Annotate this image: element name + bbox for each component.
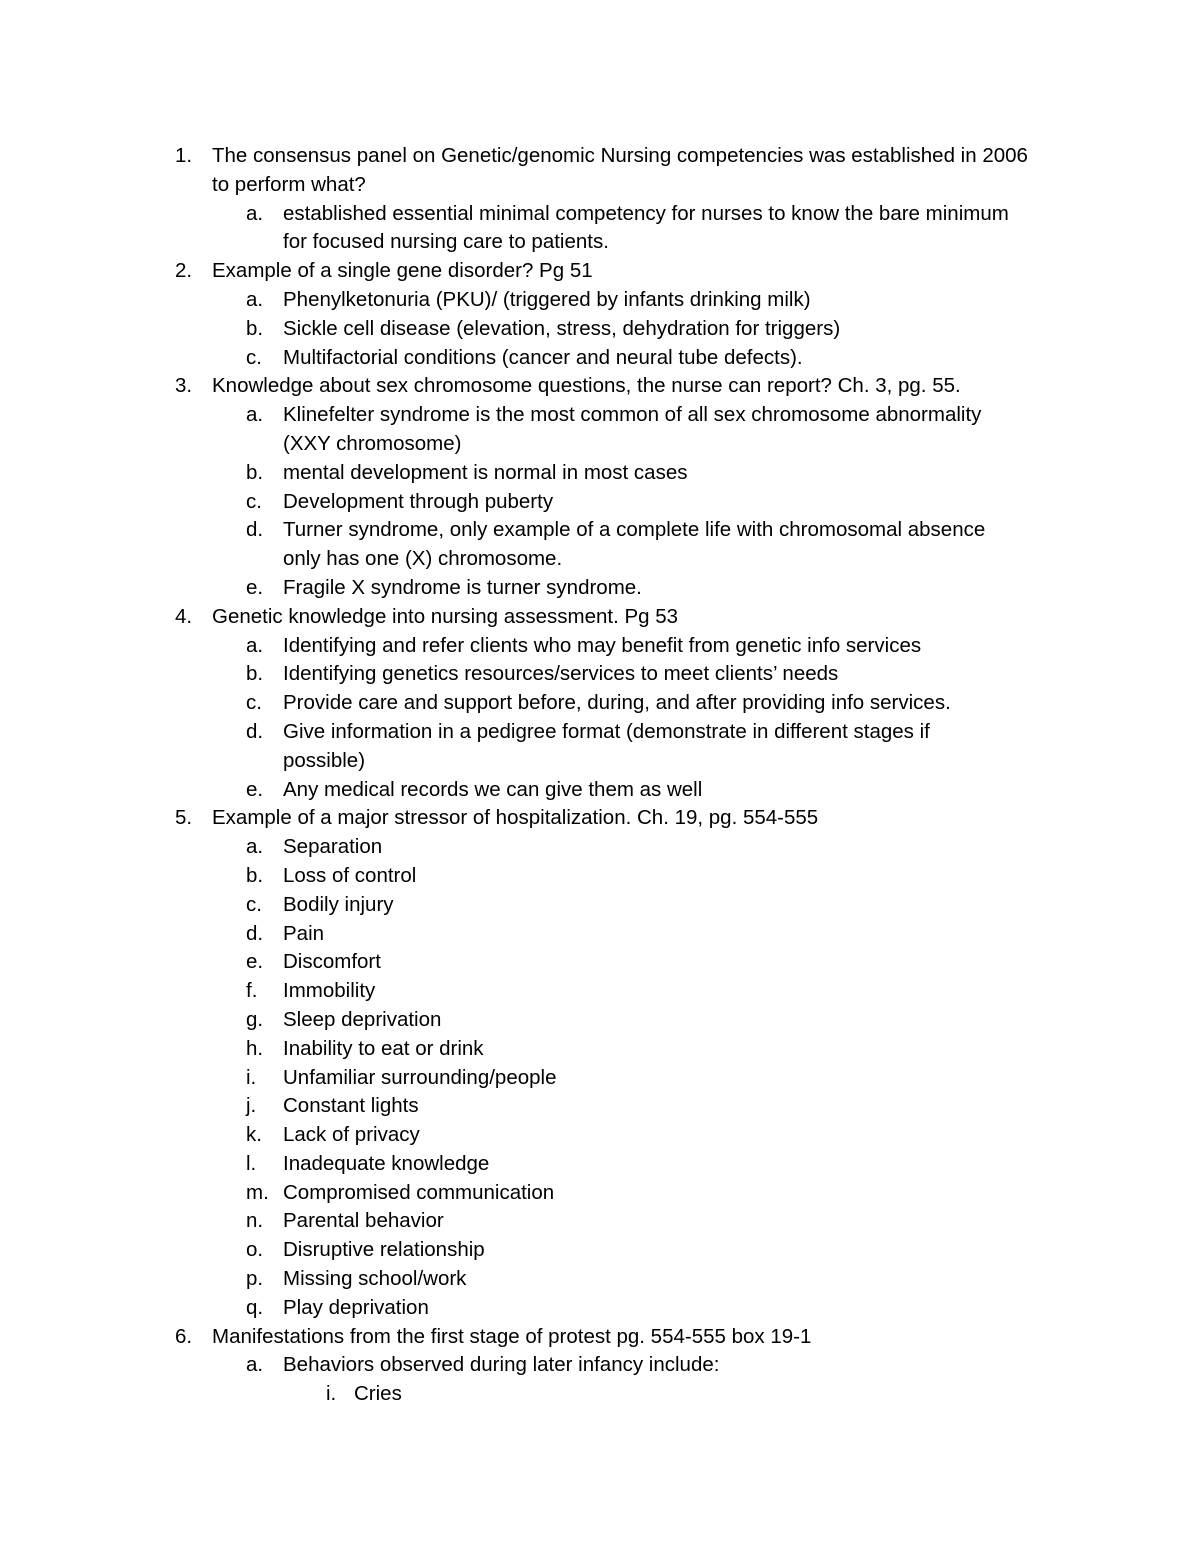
list-marker: d. [246,518,264,542]
outline-item-level-2 [0,1035,1200,1064]
list-item-text: Identifying and refer clients who may benefit from genetic info services [283,633,922,657]
outline-item-level-2 [0,689,1200,718]
outline-item-level-2 [0,1179,1200,1208]
outline-item-level-2 [0,1121,1200,1150]
list-marker: m. [246,1180,269,1204]
outline-item-level-1 [0,804,1200,833]
list-item-text: Klinefelter syndrome is the most common of all sex chromosome abnormality [283,403,982,427]
list-marker: 6. [175,1324,193,1348]
outline-item-level-2 [0,1092,1200,1121]
list-item-text: Multifactorial conditions (cancer and neural tube defects). [283,345,803,369]
outline-item-level-2 [0,1064,1200,1093]
list-item-text: to perform what? [212,172,366,196]
list-item-text: Disruptive relationship [283,1238,485,1262]
list-marker: 3. [175,374,193,398]
list-marker: d. [246,921,264,945]
list-marker: a. [246,403,264,427]
list-item-text: Turner syndrome, only example of a complete life with chromosomal absence [283,518,986,542]
outline-item-level-2 [0,315,1200,344]
list-item-text: mental development is normal in most cases [283,460,688,484]
list-item-text: (XXY chromosome) [283,431,462,455]
outline-item-level-3 [0,1380,1200,1409]
list-item-text: for focused nursing care to patients. [283,230,609,254]
list-item-text: Genetic knowledge into nursing assessment. Pg 53 [212,604,679,628]
outline-item-level-2 [0,632,1200,661]
outline-item-level-2 [0,862,1200,891]
list-marker: g. [246,1007,264,1031]
outline-item-level-2 [0,718,1200,747]
list-marker: f. [246,979,258,1003]
list-marker: c. [246,691,262,715]
list-marker: h. [246,1036,264,1060]
list-item-text: Parental behavior [283,1209,444,1233]
outline-item-level-2 [0,200,1200,229]
outline-item-level-2 [0,545,1200,574]
list-item-text: Sickle cell disease (elevation, stress, dehydration for triggers) [283,316,841,340]
outline-item-level-2 [0,1351,1200,1380]
outline-item-level-1 [0,372,1200,401]
list-item-text: possible) [283,748,366,772]
list-marker: p. [246,1267,264,1291]
list-item-text: Manifestations from the first stage of protest pg. 554-555 box 19-1 [212,1324,812,1348]
outline-item-level-2 [0,1236,1200,1265]
list-item-text: Missing school/work [283,1267,467,1291]
outline-item-level-2 [0,948,1200,977]
list-marker: b. [246,863,264,887]
outline-item-level-1 [0,257,1200,286]
outline-item-level-1 [0,603,1200,632]
list-item-text: Cries [354,1382,402,1406]
list-item-text: Loss of control [283,863,417,887]
outline-item-level-2 [0,430,1200,459]
list-marker: a. [246,287,264,311]
list-marker: c. [246,892,262,916]
list-item-text: established essential minimal competency for nurses to know the bare minimum [283,201,1009,225]
list-marker: d. [246,719,264,743]
list-item-text: Phenylketonuria (PKU)/ (triggered by infants drinking milk) [283,287,811,311]
list-marker: e. [246,950,264,974]
list-item-text: Discomfort [283,950,381,974]
list-item-text: only has one (X) chromosome. [283,547,563,571]
list-marker: n. [246,1209,264,1233]
list-item-text: Lack of privacy [283,1123,420,1147]
outline-item-level-2 [0,660,1200,689]
list-item-text: Behaviors observed during later infancy include: [283,1353,720,1377]
list-marker: 1. [175,144,193,167]
outline-item-level-2 [0,228,1200,257]
outline-item-level-2 [0,977,1200,1006]
list-item-text: Inadequate knowledge [283,1151,490,1175]
outline-item-level-2 [0,574,1200,603]
list-marker: c. [246,489,262,513]
list-marker: e. [246,777,264,801]
list-marker: c. [246,345,262,369]
list-marker: q. [246,1295,264,1319]
list-marker: 2. [175,259,193,283]
list-marker: a. [246,1353,264,1377]
list-marker: b. [246,662,264,686]
list-item-text: Compromised communication [283,1180,555,1204]
list-item-text: Unfamiliar surrounding/people [283,1065,557,1089]
list-marker: 4. [175,604,193,628]
list-marker: e. [246,575,264,599]
outline-item-level-2 [0,401,1200,430]
list-marker: 5. [175,806,193,830]
list-item-text: Identifying genetics resources/services to meet clients’ needs [283,662,839,686]
outline-item-level-2 [0,1150,1200,1179]
list-item-text: Fragile X syndrome is turner syndrome. [283,575,642,599]
list-marker: l. [246,1151,257,1175]
list-marker: a. [246,835,264,859]
list-item-text: Inability to eat or drink [283,1036,484,1060]
list-item-text: The consensus panel on Genetic/genomic Nursing competencies was established in 2006 [212,144,1028,167]
list-item-text: Example of a major stressor of hospitalization. Ch. 19, pg. 554-555 [212,806,819,830]
outline-item-level-2 [0,286,1200,315]
list-item-text: Example of a single gene disorder? Pg 51 [212,259,593,283]
list-marker: a. [246,633,264,657]
list-marker: i. [326,1382,337,1406]
outline-item-level-1 [0,171,1200,200]
list-item-text: Give information in a pedigree format (demonstrate in different stages if [283,719,930,743]
outline-item-level-2 [0,1294,1200,1323]
outline-item-level-2 [0,1265,1200,1294]
outline-item-level-1 [0,142,1200,171]
list-item-text: Any medical records we can give them as well [283,777,703,801]
outline-item-level-2 [0,1006,1200,1035]
list-marker: j. [246,1094,257,1118]
outline-item-level-2 [0,891,1200,920]
list-marker: b. [246,316,264,340]
outline-item-level-2 [0,920,1200,949]
list-marker: i. [246,1065,257,1089]
outline-item-level-2 [0,776,1200,805]
outline-item-level-2 [0,344,1200,373]
list-item-text: Knowledge about sex chromosome questions, the nurse can report? Ch. 3, pg. 55. [212,374,961,398]
outline-item-level-1 [0,1323,1200,1352]
outline-item-level-2 [0,1207,1200,1236]
list-marker: a. [246,201,264,225]
list-item-text: Provide care and support before, during, and after providing info services. [283,691,951,715]
list-marker: o. [246,1238,264,1262]
list-marker: b. [246,460,264,484]
outline-item-level-2 [0,459,1200,488]
list-item-text: Immobility [283,979,376,1003]
study-guide-outline [0,142,1200,1409]
list-item-text: Pain [283,921,325,945]
list-item-text: Play deprivation [283,1295,429,1319]
list-item-text: Development through puberty [283,489,554,513]
outline-item-level-2 [0,747,1200,776]
outline-item-level-2 [0,516,1200,545]
list-item-text: Separation [283,835,383,859]
outline-item-level-2 [0,488,1200,517]
list-item-text: Sleep deprivation [283,1007,442,1031]
list-item-text: Constant lights [283,1094,419,1118]
list-marker: k. [246,1123,262,1147]
list-item-text: Bodily injury [283,892,394,916]
outline-item-level-2 [0,833,1200,862]
